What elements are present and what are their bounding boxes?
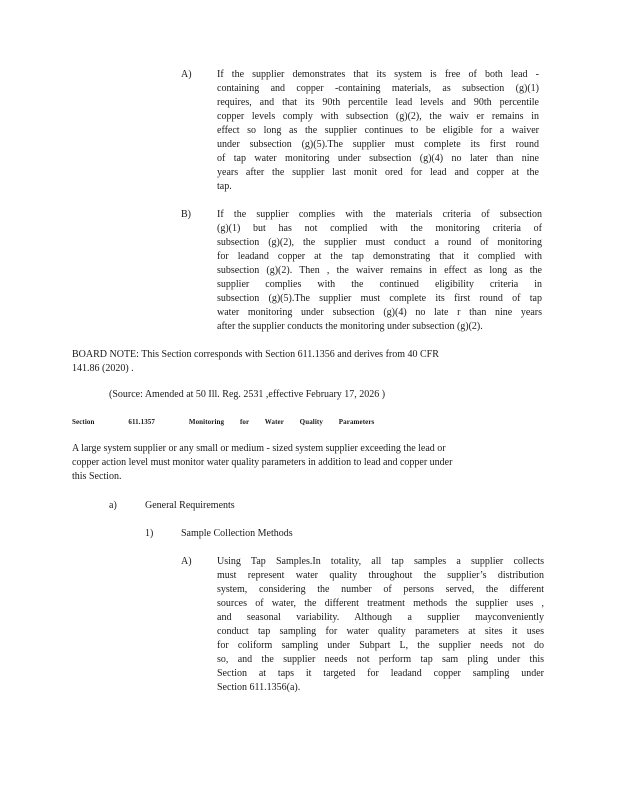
item-b1-text — [217, 208, 542, 334]
source-note: (Source: Amended at 50 Ill. Reg. 2531 ,effective February 17, 2026 ) — [109, 389, 386, 400]
subsection-a-marker: a) — [109, 500, 117, 511]
item-a2-line: for coliform sampling under Subpart L, the supplier needs not do — [217, 640, 544, 651]
subsection-1-marker: 1) — [145, 528, 154, 539]
item-b1-line: (g)(1) but has not complied with the monitoring criteria of — [217, 223, 542, 234]
section-heading-title: Monitoring for Water Quality Parameters — [188, 418, 375, 426]
subsection-1-label: Sample Collection Methods — [181, 528, 293, 539]
item-a1-line: tap. — [217, 181, 232, 192]
board-note-line: BOARD NOTE: This Section corresponds with Section 611.1356 and derives from 40 CFR — [72, 349, 439, 360]
item-b1-line: water monitoring under subsection (g)(4) no late r than nine years — [217, 307, 542, 318]
item-a1-text — [217, 68, 539, 194]
intro-line: copper action level must monitor water quality parameters in addition to lead and copper under — [72, 457, 453, 468]
item-a2-line: so, and the supplier needs not perform tap sam pling under this — [217, 654, 544, 665]
item-a2-line: conduct tap sampling for water quality parameters at sites it uses — [217, 626, 544, 637]
item-a1-line: under subsection (g)(5).The supplier must complete its first round — [217, 139, 539, 150]
item-a2-line: system, considering the number of persons served, the different — [217, 584, 544, 595]
item-b1-line: supplier complies with the continued eligibility criteria in — [217, 279, 542, 290]
item-b1-line: for leadand copper at the tap demonstrating that it complied with — [217, 251, 542, 262]
item-a1-line: effect so long as the supplier continues to be eligible for a waiver — [217, 125, 539, 136]
section-heading-number: 611.1357 — [128, 418, 156, 426]
item-a2-line: Section 611.1356(a). — [217, 682, 301, 693]
item-a1-line: containing and copper -containing materials, as subsection (g)(1) — [217, 83, 539, 94]
item-a1-line: years after the supplier last monit ored for lead and copper at the — [217, 167, 539, 178]
item-a2-line: Section at taps it targeted for leadand copper sampling under — [217, 668, 544, 679]
item-a2-text — [217, 555, 544, 695]
item-a1-marker: A) — [181, 69, 192, 80]
item-a2-line: and seasonal variability. Although a supplier mayconveniently — [217, 612, 544, 623]
item-b1-line: subsection (g)(2). Then , the waiver remains in effect as long as the — [217, 265, 542, 276]
item-a1-line: copper levels comply with subsection (g)(2), the waiv er remains in — [217, 111, 539, 122]
section-heading-label: Section — [72, 418, 95, 426]
item-b1-line: If the supplier complies with the materials criteria of subsection — [217, 209, 542, 220]
item-a1-line: of tap water monitoring under subsection (g)(4) no later than nine — [217, 153, 539, 164]
item-a2-marker: A) — [181, 556, 192, 567]
item-a2-line: sources of water, the different treatment methods the supplier uses , — [217, 598, 544, 609]
intro-paragraph — [72, 442, 542, 484]
item-b1-line: subsection (g)(2), the supplier must conduct a round of monitoring — [217, 237, 542, 248]
item-a2-line: Using Tap Samples.In totality, all tap samples a supplier collects — [217, 556, 544, 567]
item-b1-marker: B) — [181, 209, 191, 220]
board-note — [72, 348, 542, 376]
subsection-a-label: General Requirements — [145, 500, 235, 511]
item-b1-line: after the supplier conducts the monitoring under subsection (g)(2). — [217, 321, 483, 332]
item-a1-line: requires, and that its 90th percentile lead levels and 90th percentile — [217, 97, 539, 108]
intro-line: A large system supplier or any small or medium - sized system supplier exceeding the lead or — [72, 443, 446, 454]
item-a1-line: If the supplier demonstrates that its system is free of both lead - — [217, 69, 539, 80]
section-heading — [72, 418, 374, 426]
intro-line: this Section. — [72, 471, 122, 482]
board-note-line: 141.86 (2020) . — [72, 363, 134, 374]
item-b1-line: subsection (g)(5).The supplier must complete its first round of tap — [217, 293, 542, 304]
item-a2-line: must represent water quality throughout the supplier’s distribution — [217, 570, 544, 581]
